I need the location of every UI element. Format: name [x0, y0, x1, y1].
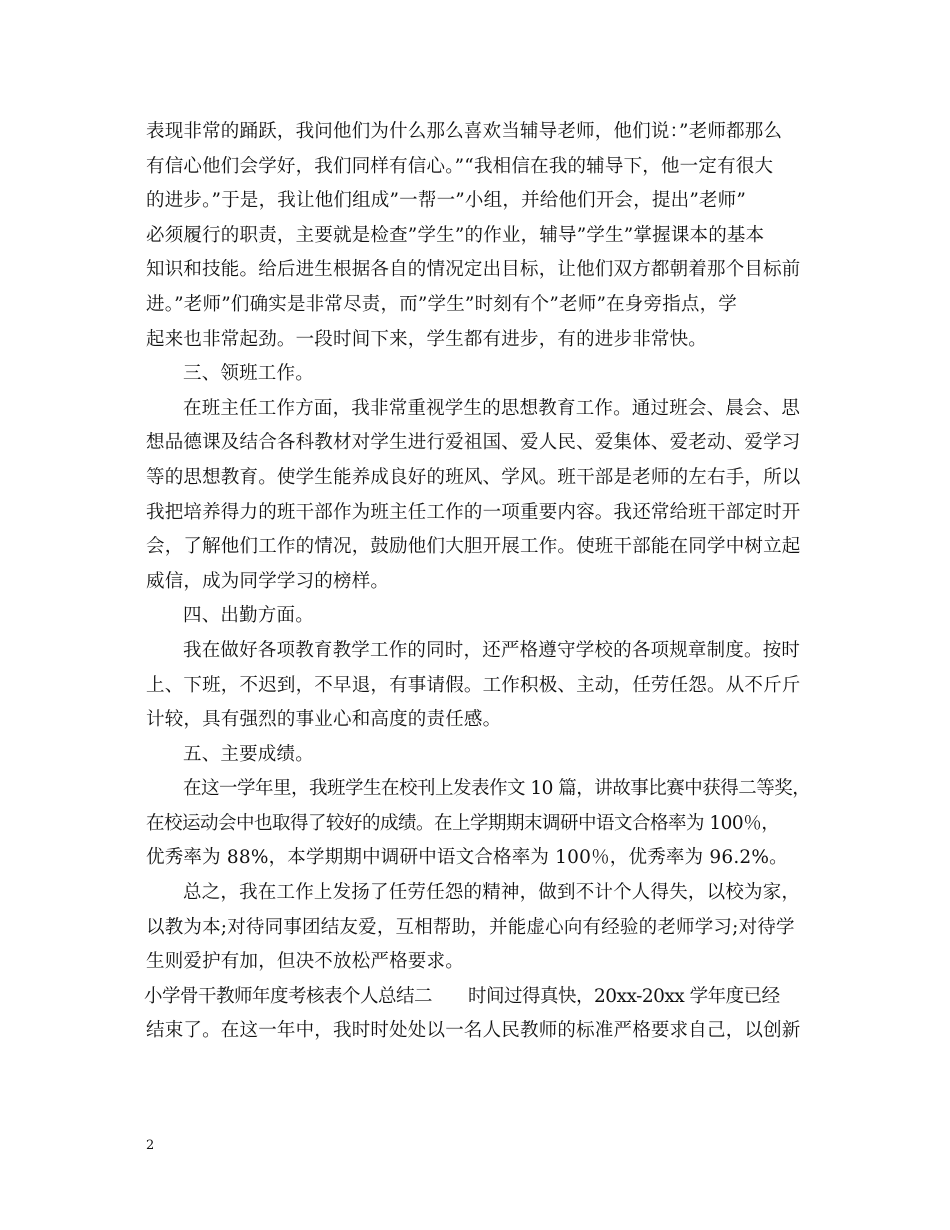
- paragraph-line: 必须履行的职责，主要就是检查”学生”的作业，辅导”学生”掌握课本的基本: [146, 224, 765, 246]
- paragraph-line: 上、下班，不迟到，不早退，有事请假。工作积极、主动，任劳任怨。从不斤斤: [146, 674, 801, 696]
- paragraph-line: 的进步。”于是，我让他们组成”一帮一”小组，并给他们开会，提出”老师”: [146, 190, 747, 212]
- paragraph-line: 优秀率为 88%，本学期期中调研中语文合格率为 100％，优秀率为 96.2%。: [146, 847, 788, 869]
- paragraph-line: 结束了。在这一年中，我时时处处以一名人民教师的标准严格要求自己，以创新: [146, 1020, 801, 1042]
- paragraph-line: 等的思想教育。使学生能养成良好的班风、学风。班干部是老师的左右手，所以: [146, 466, 801, 488]
- paragraph-line: 起来也非常起劲。一段时间下来，学生都有进步，有的进步非常快。: [146, 328, 708, 350]
- paragraph-line: 想品德课及结合各科教材对学生进行爱祖国、爱人民、爱集体、爱老动、爱学习: [146, 432, 801, 454]
- paragraph-line: 在班主任工作方面，我非常重视学生的思想教育工作。通过班会、晨会、思: [183, 397, 801, 419]
- paragraph-line: 总之，我在工作上发扬了任劳任怨的精神，做到不计个人得失，以校为家，: [183, 882, 801, 904]
- paragraph-line: 进。”老师”们确实是非常尽责，而”学生”时刻有个”老师”在身旁指点，学: [146, 293, 737, 315]
- paragraph-line: 生则爱护有加，但决不放松严格要求。: [146, 951, 464, 973]
- paragraph-line: 计较，具有强烈的事业心和高度的责任感。: [146, 709, 502, 731]
- section-heading: 四、出勤方面。: [183, 605, 314, 627]
- paragraph-line: 表现非常的踊跃，我问他们为什么那么喜欢当辅导老师，他们说：”老师都那么: [146, 121, 783, 142]
- document-subtitle-line: 小学骨干教师年度考核表个人总结二 时间过得真快，20xx-20xx 学年度已经: [144, 985, 780, 1007]
- document-body: [146, 115, 816, 1049]
- paragraph-line: 我把培养得力的班干部作为班主任工作的一项重要内容。我还常给班干部定时开: [146, 501, 801, 523]
- page-number: 2: [146, 1138, 155, 1153]
- paragraph-line: 威信，成为同学学习的榜样。: [146, 570, 390, 592]
- section-heading: 五、主要成绩。: [183, 743, 314, 765]
- paragraph-line: 在这一学年里，我班学生在校刊上发表作文 10 篇，讲故事比赛中获得二等奖，: [183, 778, 811, 800]
- paragraph-line: 有信心他们会学好，我们同样有信心。”“我相信在我的辅导下，他一定有很大: [146, 155, 774, 177]
- paragraph-line: 会，了解他们工作的情况，鼓励他们大胆开展工作。使班干部能在同学中树立起: [146, 536, 801, 558]
- section-heading: 三、领班工作。: [183, 363, 314, 385]
- paragraph-line: 在校运动会中也取得了较好的成绩。在上学期期末调研中语文合格率为 100％，: [146, 812, 780, 834]
- paragraph-line: 知识和技能。给后进生根据各自的情况定出目标，让他们双方都朝着那个目标前: [146, 259, 801, 281]
- paragraph-line: 以教为本;对待同事团结友爱，互相帮助，并能虚心向有经验的老师学习;对待学: [146, 916, 795, 938]
- paragraph-line: 我在做好各项教育教学工作的同时，还严格遵守学校的各项规章制度。按时: [183, 639, 801, 661]
